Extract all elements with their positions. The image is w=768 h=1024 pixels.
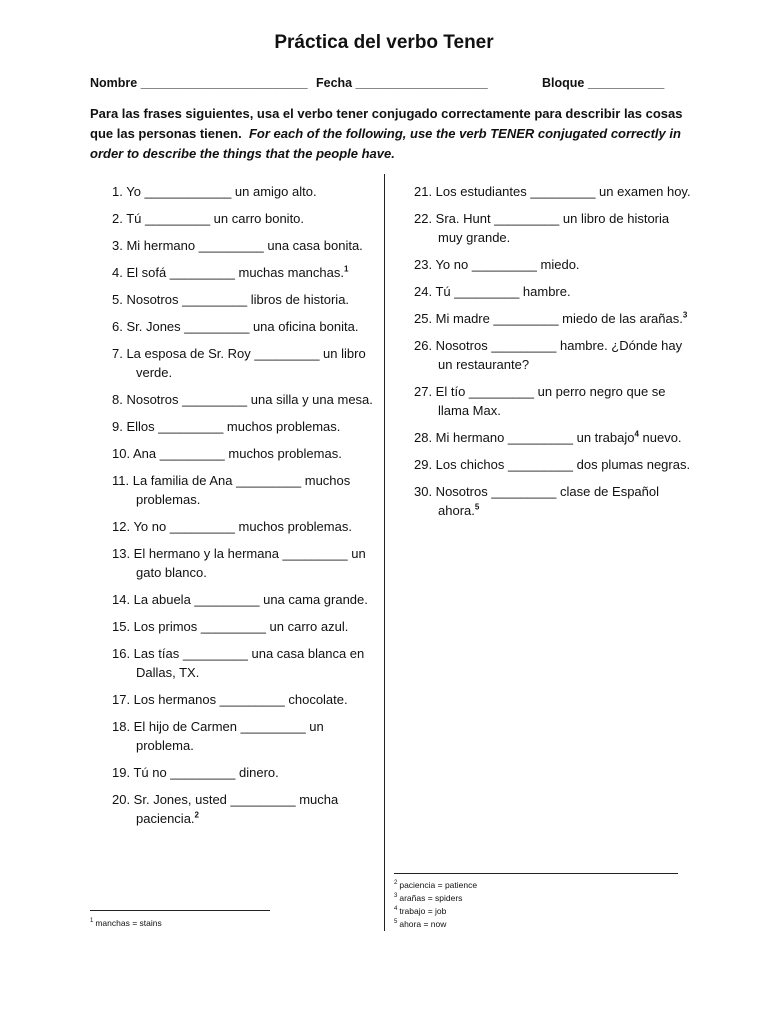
instructions-spanish: Para las frases siguientes, usa el verbo tener conjugado correctamente para describir las cosas que las personas tienen. <box>90 106 683 141</box>
exercise-item <box>112 344 374 382</box>
exercise-text: 27. El tío _________ un perro negro que se llama Max. <box>414 384 666 418</box>
exercise-item <box>112 263 374 282</box>
exercise-text: 17. Los hermanos _________ chocolate. <box>112 692 348 707</box>
footnote-text: trabajo = job <box>399 906 447 916</box>
exercise-item <box>414 455 694 474</box>
exercise-column-right <box>414 182 694 528</box>
exercise-item <box>112 590 374 609</box>
exercise-column-left <box>112 182 374 836</box>
exercise-item <box>112 763 374 782</box>
exercise-text: 25. Mi madre _________ miedo de las arañas. <box>414 311 683 326</box>
exercise-item <box>414 428 694 447</box>
exercise-item <box>112 390 374 409</box>
footnote-number: 5 <box>394 919 398 926</box>
exercise-text: 6. Sr. Jones _________ una oficina bonita. <box>112 319 359 334</box>
exercise-text: 20. Sr. Jones, usted _________ mucha paciencia. <box>112 792 339 826</box>
exercise-text: 18. El hijo de Carmen _________ un problema. <box>112 719 324 753</box>
exercise-text: 15. Los primos _________ un carro azul. <box>112 619 349 634</box>
exercise-item <box>112 644 374 682</box>
footnote <box>394 892 462 905</box>
exercise-text: 28. Mi hermano _________ un trabajo <box>414 430 635 445</box>
exercise-text: 10. Ana _________ muchos problemas. <box>112 446 342 461</box>
exercise-text: 2. Tú _________ un carro bonito. <box>112 211 305 226</box>
footnote-marker: 4 <box>634 429 639 439</box>
exercise-text: 3. Mi hermano _________ una casa bonita. <box>112 238 363 253</box>
page-title: Práctica del verbo Tener <box>274 32 494 53</box>
exercise-text: 22. Sra. Hunt _________ un libro de historia muy grande. <box>414 211 670 245</box>
exercise-text: 12. Yo no _________ muchos problemas. <box>112 519 352 534</box>
exercise-item <box>112 236 374 255</box>
footnote-number: 1 <box>90 918 94 925</box>
exercise-item <box>414 182 694 201</box>
nombre-field: Nombre ________________________ <box>90 76 308 90</box>
exercise-text: 13. El hermano y la hermana _________ un gato blanco. <box>112 546 366 580</box>
footnote-marker: 2 <box>194 810 199 820</box>
exercise-item <box>112 517 374 536</box>
footnote-text: arañas = spiders <box>399 893 463 903</box>
exercise-text: 14. La abuela _________ una cama grande. <box>112 592 368 607</box>
footnote-marker: 5 <box>474 502 480 512</box>
exercise-item <box>112 209 374 228</box>
exercise-text: 19. Tú no _________ dinero. <box>112 765 279 780</box>
exercise-item <box>414 209 694 247</box>
footnote-text: manchas = stains <box>95 918 162 928</box>
footnote-text: paciencia = patience <box>399 880 478 890</box>
exercise-text: 30. Nosotros _________ clase de Español ahora. <box>414 484 660 518</box>
exercise-item <box>112 417 374 436</box>
footnote-marker: 3 <box>682 310 688 320</box>
exercise-item <box>112 790 374 828</box>
exercise-text-continued: nuevo. <box>638 430 682 445</box>
footnote <box>394 879 477 892</box>
footnote-number: 4 <box>394 906 398 913</box>
exercise-text: 16. Las tías _________ una casa blanca en Dallas, TX. <box>112 646 365 680</box>
exercise-item <box>414 255 694 274</box>
fecha-field: Fecha ___________________ <box>316 76 488 90</box>
bloque-field: Bloque ___________ <box>542 76 665 90</box>
footnote <box>394 905 446 918</box>
exercise-item <box>414 382 694 420</box>
exercise-text: 8. Nosotros _________ una silla y una mesa. <box>112 392 373 407</box>
exercise-text: 29. Los chichos _________ dos plumas negras. <box>414 457 691 472</box>
exercise-text: 1. Yo ____________ un amigo alto. <box>112 184 317 199</box>
exercise-item <box>112 690 374 709</box>
footnote-rule-left <box>90 910 270 911</box>
exercise-item <box>112 544 374 582</box>
footnote <box>394 918 446 931</box>
exercise-item <box>414 282 694 301</box>
exercise-item <box>414 336 694 374</box>
exercise-text: 24. Tú _________ hambre. <box>414 284 571 299</box>
exercise-item <box>414 309 694 328</box>
column-divider <box>384 174 385 931</box>
footnote-number: 2 <box>394 880 398 887</box>
footnote-text: ahora = now <box>399 919 447 929</box>
exercise-text: 5. Nosotros _________ libros de historia. <box>112 292 350 307</box>
exercise-item <box>112 444 374 463</box>
footnote-rule-right <box>394 873 678 874</box>
exercise-text: 7. La esposa de Sr. Roy _________ un libro verde. <box>112 346 366 380</box>
exercise-item <box>112 317 374 336</box>
instructions <box>90 104 690 164</box>
footnote <box>90 917 162 930</box>
exercise-item <box>112 617 374 636</box>
instructions-english: For each of the following, use the verb TENER conjugated correctly in order to describe the things that the people have. <box>90 126 681 161</box>
exercise-text: 26. Nosotros _________ hambre. ¿Dónde hay un restaurante? <box>414 338 683 372</box>
exercise-text: 9. Ellos _________ muchos problemas. <box>112 419 341 434</box>
exercise-text: 23. Yo no _________ miedo. <box>414 257 580 272</box>
exercise-text: 21. Los estudiantes _________ un examen hoy. <box>414 184 691 199</box>
footnote-marker: 1 <box>343 264 349 274</box>
exercise-item <box>112 290 374 309</box>
exercise-text: 11. La familia de Ana _________ muchos problemas. <box>112 473 351 507</box>
exercise-item <box>414 482 694 520</box>
exercise-text: 4. El sofá _________ muchas manchas. <box>112 265 344 280</box>
exercise-item <box>112 471 374 509</box>
exercise-item <box>112 717 374 755</box>
footnote-number: 3 <box>394 893 398 900</box>
exercise-item <box>112 182 374 201</box>
